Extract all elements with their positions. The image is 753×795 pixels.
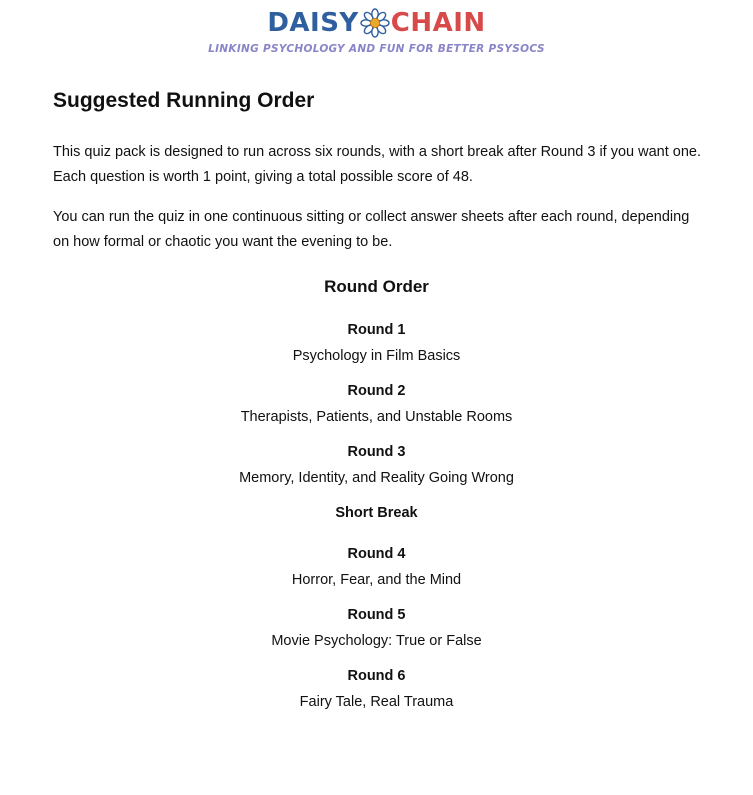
round-subtitle: Memory, Identity, and Reality Going Wrong [239,470,514,486]
round-title: Round 5 [347,607,406,623]
short-break-item [0,503,753,523]
round-item [0,381,753,427]
round-subtitle: Fairy Tale, Real Trauma [299,694,454,710]
logo-text-daisy: DAISY [267,8,359,38]
tagline: LINKING PSYCHOLOGY AND FUN FOR BETTER PSYSOCS [208,43,545,55]
round-item [0,544,753,590]
round-title: Round 6 [347,668,406,684]
round-title: Round 4 [347,546,406,562]
logo-text-chain: CHAIN [390,8,486,38]
round-subtitle: Movie Psychology: True or False [271,633,482,649]
round-title: Round 1 [347,322,406,338]
round-order-heading: Round Order [324,277,429,296]
daisy-flower-icon [360,8,390,38]
round-item [0,666,753,712]
intro-section [53,88,703,255]
intro-paragraph: You can run the quiz in one continuous sitting or collect answer sheets after each round, depending on how formal or chaotic you want the evening to be. [53,209,690,250]
round-subtitle: Therapists, Patients, and Unstable Rooms [240,409,513,425]
round-item [0,442,753,488]
round-item [0,605,753,651]
round-subtitle: Psychology in Film Basics [292,348,461,364]
round-title: Round 2 [347,383,406,399]
short-break-label: Short Break [335,505,418,521]
round-item [0,320,753,366]
round-order-section [0,276,753,712]
intro-paragraph: This quiz pack is designed to run across six rounds, with a short break after Round 3 if you want one. Each question is worth 1 point, giving a total possible score of 48. [53,144,702,185]
round-title: Round 3 [347,444,406,460]
page-title: Suggested Running Order [53,89,315,112]
round-subtitle: Horror, Fear, and the Mind [291,572,462,588]
logo [0,6,753,40]
page-header [0,0,753,70]
